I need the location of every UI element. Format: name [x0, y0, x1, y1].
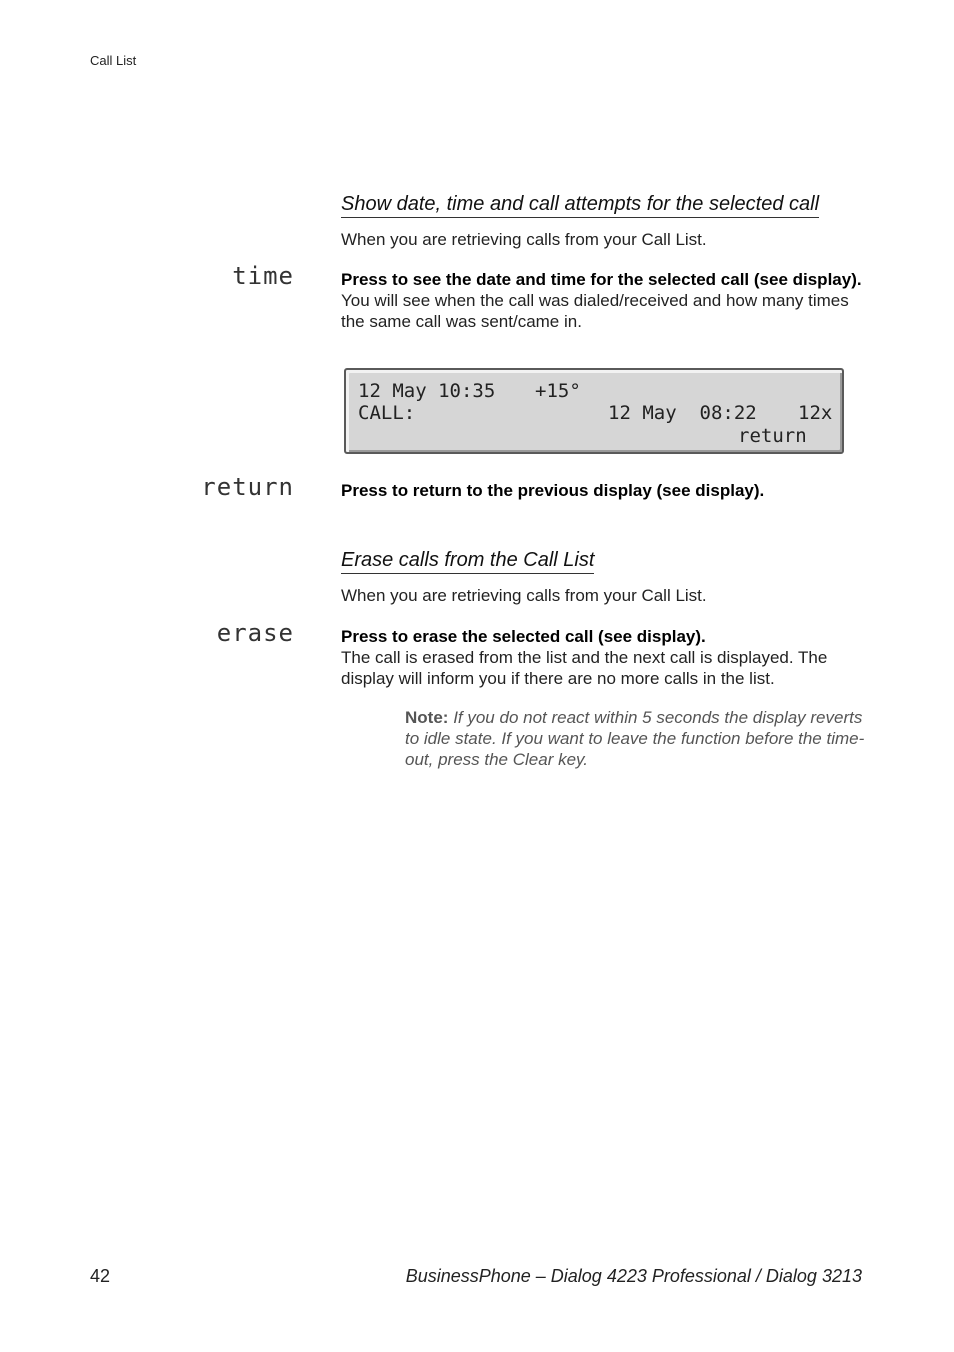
- display-line1-temp: +15°: [535, 380, 581, 402]
- display-line2-datetime: 12 May 08:22: [608, 402, 757, 424]
- display-line2-label: CALL:: [358, 402, 416, 424]
- section-heading-show-date: Show date, time and call attempts for the selected call: [341, 193, 819, 218]
- display-softkey-return: return: [738, 425, 807, 447]
- footer-title: BusinessPhone – Dialog 4223 Professional / Dialog 3213: [405, 1266, 862, 1286]
- running-head: Call List: [90, 53, 137, 68]
- time-softkey-label: time: [232, 262, 294, 290]
- note-label: Note:: [405, 708, 449, 727]
- display-line2-count: 12x: [798, 402, 833, 424]
- display-line1-datetime: 12 May 10:35: [358, 380, 496, 402]
- section1-intro: When you are retrieving calls from your Call List.: [341, 230, 707, 249]
- erase-key-instruction: Press to erase the selected call (see display).: [341, 627, 706, 646]
- return-key-description: [341, 480, 866, 501]
- note-text: If you do not react within 5 seconds the display reverts to idle state. If you want to leave the function before the time-out, press the Clear key.: [405, 708, 865, 769]
- erase-key-description: [341, 626, 866, 689]
- erase-softkey-label: erase: [216, 619, 294, 647]
- note-block: [405, 707, 865, 770]
- erase-key-explanation: The call is erased from the list and the next call is displayed. The display will inform you if there are no more calls in the list.: [341, 648, 828, 688]
- page-number: 42: [90, 1266, 111, 1286]
- time-key-explanation: You will see when the call was dialed/received and how many times the same call was sent/came in.: [341, 291, 849, 331]
- time-key-description: [341, 269, 866, 332]
- return-softkey-label: return: [201, 473, 294, 501]
- return-key-instruction: Press to return to the previous display (see display).: [341, 481, 765, 500]
- phone-display: [344, 368, 844, 454]
- time-key-instruction: Press to see the date and time for the selected call (see display).: [341, 270, 862, 289]
- section-heading-erase: Erase calls from the Call List: [341, 549, 594, 574]
- section2-intro: When you are retrieving calls from your Call List.: [341, 586, 707, 605]
